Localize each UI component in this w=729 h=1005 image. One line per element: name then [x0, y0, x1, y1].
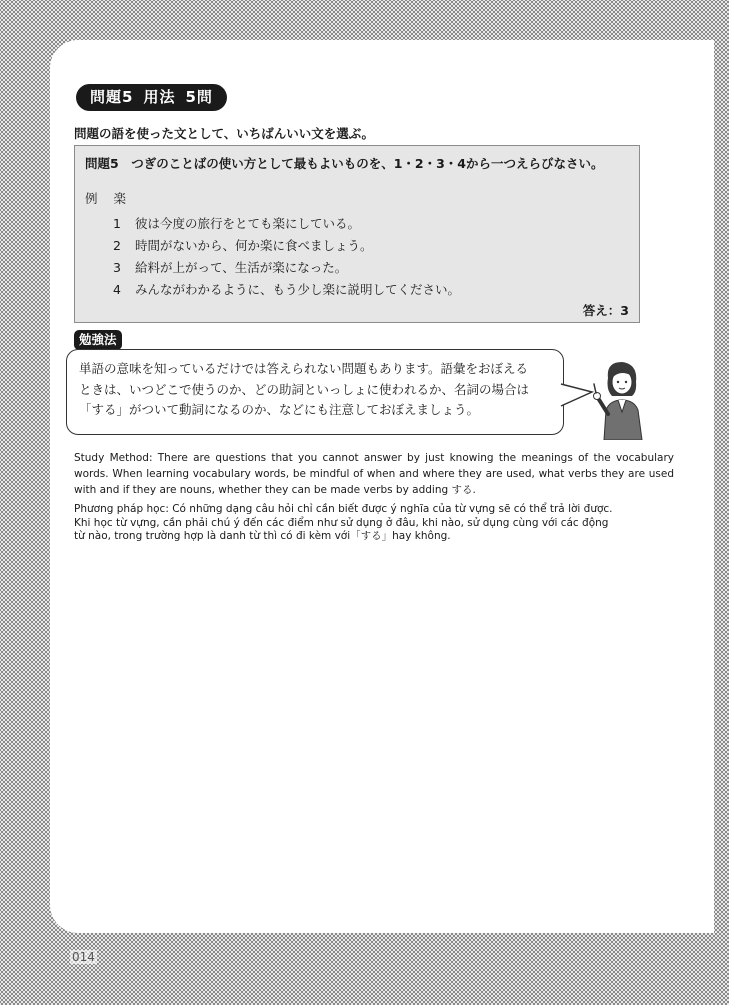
option-1: [113, 214, 360, 232]
option-3: [113, 258, 347, 276]
study-line-3: 「する」がついて動詞になるのか、などにも注意しておぼえましょう。: [79, 402, 480, 417]
page-number: 014: [72, 950, 95, 964]
page: [50, 40, 714, 933]
vietnamese-line-3: từ nào, trong trường hợp là danh từ thì có đi kèm với「する」hay không.: [74, 530, 451, 542]
badge-count: 5問: [185, 88, 213, 106]
section-badge: [76, 84, 227, 111]
badge-usage: 用法: [143, 88, 176, 106]
answer-label: 答え：3: [582, 303, 629, 318]
teacher-illustration-icon: [590, 358, 646, 440]
option-text: みんながわかるように、もう少し楽に説明してください。: [135, 282, 461, 297]
badge-problem: 問題5: [90, 88, 134, 106]
option-2: [113, 236, 373, 254]
option-number: 1: [113, 216, 121, 231]
english-translation: Study Method: There are questions that you cannot answer by just knowing the meanings of the vocabulary words. When learning vocabulary words, be mindful of when and where they are used, what verbs they are used with and if they are nouns, whether they can be made verbs by adding する.: [74, 452, 674, 496]
study-line-1: 単語の意味を知っているだけでは答えられない問題もあります。語彙をおぼえる: [79, 361, 529, 376]
example-word: 例 楽: [85, 191, 132, 206]
option-number: 3: [113, 260, 121, 275]
option-number: 2: [113, 238, 121, 253]
vietnamese-translation: [74, 503, 674, 544]
vietnamese-line-1: Phương pháp học: Có những dạng câu hỏi chỉ cần biết được ý nghĩa của từ vựng sẽ có thể trả lời được.: [74, 503, 613, 515]
speech-bubble: [66, 349, 564, 435]
option-number: 4: [113, 282, 121, 297]
vietnamese-line-2: Khi học từ vựng, cần phải chú ý đến các điểm như sử dụng ở đâu, khi nào, sử dụng cùng với các động: [74, 516, 609, 529]
speech-bubble-tail: [560, 380, 594, 410]
study-line-2: ときは、いつどこで使うのか、どの助詞といっしょに使われるか、名詞の場合は: [79, 381, 530, 397]
option-text: 時間がないから、何か楽に食べましょう。: [135, 238, 373, 253]
option-text: 給料が上がって、生活が楽になった。: [135, 260, 348, 275]
study-method-badge: 勉強法: [74, 330, 122, 350]
option-4: [113, 280, 460, 298]
instruction-text: 問題の語を使った文として、いちばんいい文を選ぶ。: [74, 126, 375, 141]
example-box: [74, 145, 640, 323]
option-text: 彼は今度の旅行をとても楽にしている。: [135, 216, 361, 231]
example-question: 問題5 つぎのことばの使い方として最もよいものを、1・2・3・4から一つえらびなさい。: [85, 156, 604, 171]
